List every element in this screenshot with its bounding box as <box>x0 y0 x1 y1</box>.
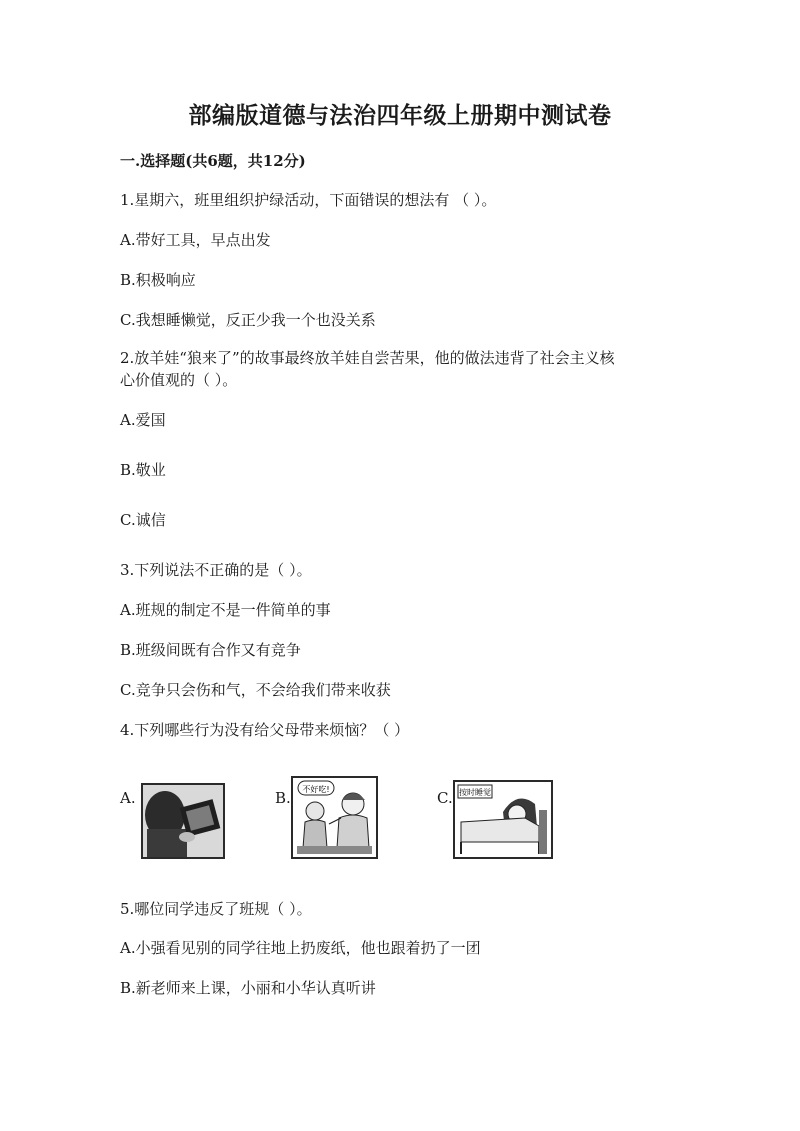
question-2-option-a: A.爱国 <box>120 411 166 429</box>
question-3-option-b: B.班级间既有合作又有竞争 <box>120 641 301 659</box>
question-1-option-a: A.带好工具，早点出发 <box>120 231 271 249</box>
question-5-option-a: A.小强看见别的同学往地上扔废纸，他也跟着扔了一团 <box>120 939 481 957</box>
question-4-stem: 4.下列哪些行为没有给父母带来烦恼？（ ） <box>120 721 410 739</box>
cartoon-picky-eater <box>291 776 378 859</box>
speech-bubble-text: 不好吃! <box>302 785 330 794</box>
question-3-option-c: C.竞争只会伤和气，不会给我们带来收获 <box>120 681 391 699</box>
question-4-option-c-label: C. <box>437 789 453 807</box>
question-1-option-c: C.我想睡懒觉，反正少我一个也没关系 <box>120 311 376 329</box>
question-3-option-a: A.班规的制定不是一件简单的事 <box>120 601 331 619</box>
question-2-option-b: B.敬业 <box>120 461 166 479</box>
question-1-stem: 1.星期六，班里组织护绿活动，下面错误的想法有 （ ）。 <box>120 191 497 209</box>
caption-box-text: 按时睡觉 <box>459 788 491 797</box>
photo-child-with-tablet <box>141 783 225 859</box>
question-4-option-b-label: B. <box>275 789 291 807</box>
question-2-stem-line1: 2.放羊娃“狼来了”的故事最终放羊娃自尝苦果，他的做法违背了社会主义核 <box>120 349 615 367</box>
question-2-stem-line2: 心价值观的（ ）。 <box>120 371 238 389</box>
question-5-option-b: B.新老师来上课，小丽和小华认真听讲 <box>120 979 376 997</box>
question-5-stem: 5.哪位同学违反了班规（ ）。 <box>120 900 312 918</box>
question-3-stem: 3.下列说法不正确的是（ ）。 <box>120 561 312 579</box>
question-1-option-b: B.积极响应 <box>120 271 196 289</box>
question-4-option-a-label: A. <box>120 789 136 807</box>
page-title: 部编版道德与法治四年级上册期中测试卷 <box>188 102 612 129</box>
section-heading: 一.选择题(共6题，共12分) <box>120 152 306 170</box>
question-2-option-c: C.诚信 <box>120 511 166 529</box>
cartoon-bedtime <box>453 780 553 859</box>
